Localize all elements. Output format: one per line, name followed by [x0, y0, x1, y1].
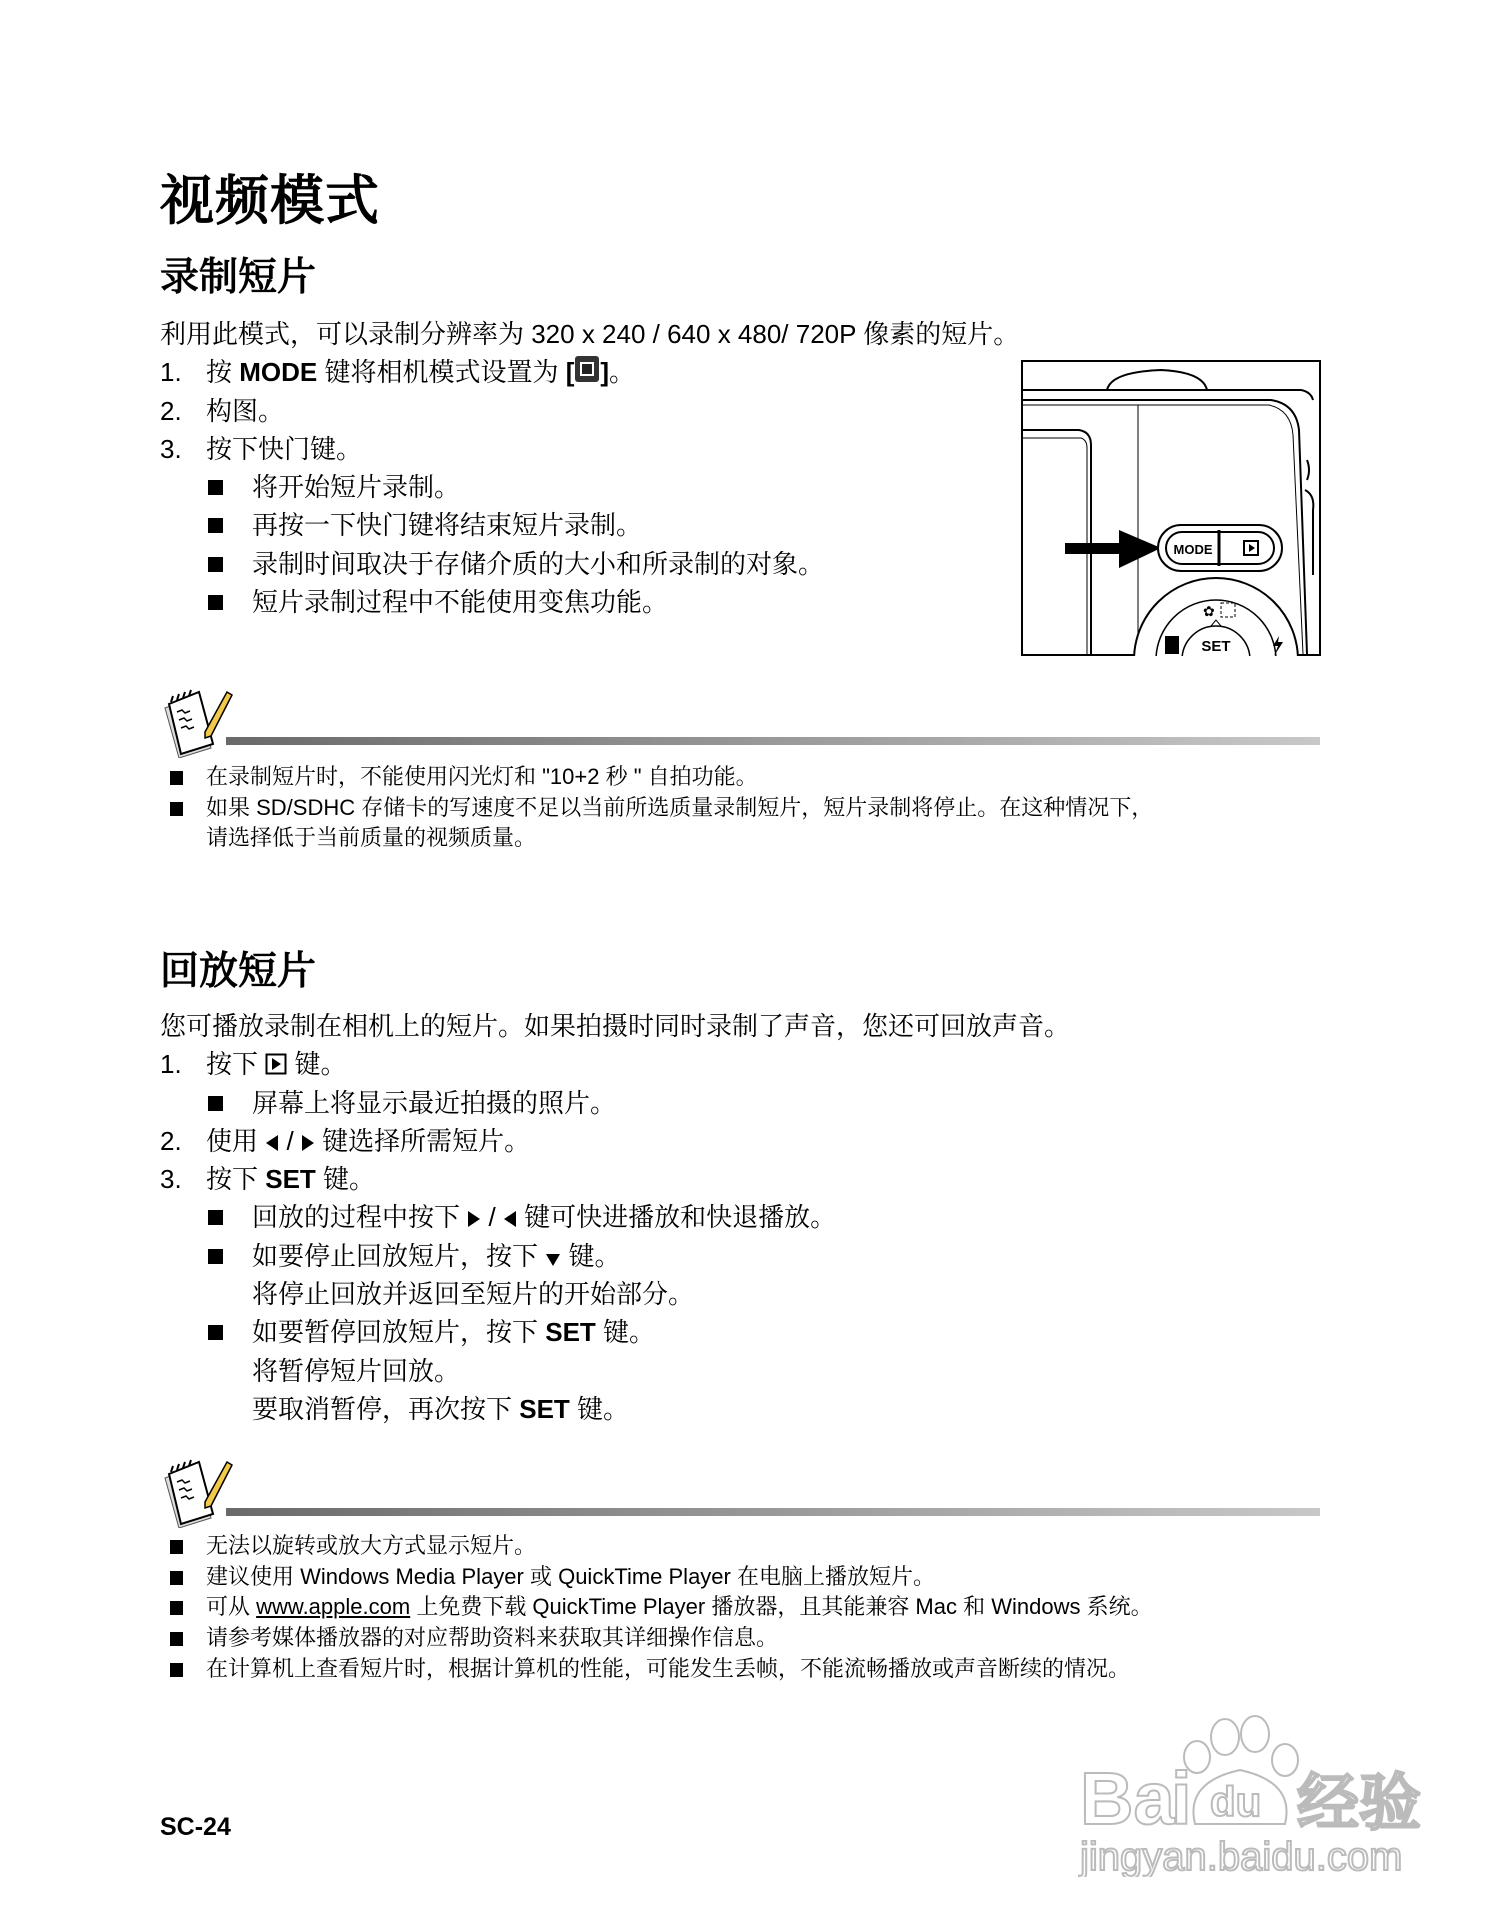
- text-segment: 要取消暂停，再次按下: [252, 1393, 520, 1424]
- key-name: SET: [265, 1164, 316, 1195]
- text-segment: 按下: [206, 1049, 266, 1080]
- step-number: 1.: [160, 1049, 182, 1080]
- line-text: [252, 506, 642, 544]
- text-segment: 将开始短片录制。: [252, 472, 461, 503]
- line-text: [252, 1198, 836, 1238]
- bullet-square-icon: [208, 1249, 223, 1264]
- text-segment: 按下: [206, 1164, 266, 1195]
- left-triangle-icon: [265, 1124, 279, 1162]
- key-name: SET: [519, 1393, 570, 1424]
- note-item: [0, 1654, 1400, 1685]
- text-segment: 将暂停短片回放。: [252, 1355, 461, 1386]
- text-segment: 按下快门键。: [206, 433, 363, 464]
- bullet-square-icon: [170, 802, 183, 816]
- bullet-square-icon: [170, 1663, 183, 1677]
- line-text: [206, 793, 1153, 824]
- text-segment: 键。: [595, 1317, 656, 1348]
- text-segment: 如要停止回放短片，按下: [252, 1240, 546, 1271]
- playback-instructions: [0, 1007, 1400, 1428]
- line-text: [252, 1084, 616, 1122]
- bullet-item: [0, 1198, 1400, 1236]
- baidu-watermark-logo: [1075, 1712, 1425, 1877]
- apple-link[interactable]: www.apple.com: [256, 1594, 411, 1620]
- page-title: 视频模式: [160, 171, 380, 231]
- line-text: [252, 1352, 460, 1390]
- page-number: SC-24: [160, 1813, 231, 1841]
- line-text: [206, 353, 635, 393]
- step-number: 2.: [160, 395, 182, 426]
- line-text: [160, 1007, 1070, 1045]
- text-segment: 将停止回放并返回至短片的开始部分。: [252, 1279, 695, 1310]
- bullet-item: [0, 1084, 1400, 1122]
- line-text: [206, 1623, 778, 1654]
- svg-text:经验: 经验: [1297, 1769, 1422, 1838]
- note-item: [0, 762, 1400, 793]
- line-text: [206, 823, 536, 854]
- key-name: MODE: [239, 357, 318, 388]
- note-item: [0, 1562, 1400, 1593]
- text-segment: 键可快进播放和快退播放。: [516, 1202, 837, 1233]
- text-segment: 键将相机模式设置为: [317, 357, 566, 388]
- text-segment: 请选择低于当前质量的视频质量。: [206, 825, 537, 851]
- svg-text:du: du: [1210, 1778, 1262, 1825]
- bullet-square-icon: [208, 1325, 223, 1340]
- down-triangle-icon: [545, 1239, 561, 1277]
- bullet-item: [0, 1313, 1400, 1351]
- text-segment: 如果 SD/SDHC 存储卡的写速度不足以当前所选质量录制短片，短片录制将停止。在这种情况下，: [206, 794, 1154, 820]
- text-segment: 无法以旋转或放大方式显示短片。: [206, 1533, 537, 1558]
- key-name: ]: [600, 357, 610, 388]
- text-segment: 屏幕上将显示最近拍摄的照片。: [252, 1087, 617, 1118]
- paragraph-line: [0, 315, 1400, 353]
- key-name: SET: [545, 1317, 596, 1348]
- line-text: [252, 1275, 694, 1313]
- text-segment: 键。: [561, 1240, 621, 1271]
- playback-notes: [0, 1531, 1400, 1684]
- text-segment: 您可播放录制在相机上的短片。如果拍摄时同时录制了声音，您还可回放声音。: [160, 1011, 1071, 1041]
- key-name: [: [565, 357, 575, 388]
- text-segment: 建议使用 Windows Media Player 或 QuickTime Player 在电脑上播放短片。: [206, 1563, 935, 1589]
- line-text: [252, 468, 460, 506]
- bullet-square-icon: [208, 518, 223, 533]
- bullet-item: [0, 1237, 1400, 1275]
- bullet-square-icon: [170, 1632, 183, 1646]
- step-number: 1.: [160, 357, 182, 388]
- step-number: 2.: [160, 1125, 182, 1156]
- bullet-square-icon: [208, 1210, 223, 1225]
- numbered-step: [0, 1045, 1400, 1083]
- line-text: [206, 1592, 1153, 1623]
- text-segment: /: [481, 1202, 503, 1233]
- paragraph-line: [0, 1352, 1400, 1390]
- line-text: [252, 1313, 655, 1351]
- line-text: [206, 430, 362, 468]
- svg-text:i: i: [1171, 1757, 1192, 1840]
- step-number: 3.: [160, 1164, 182, 1195]
- text-segment: 在录制短片时，不能使用闪光灯和 "10+2 秒 " 自拍功能。: [206, 764, 758, 789]
- bullet-square-icon: [170, 1571, 183, 1585]
- text-segment: 录制时间取决于存储介质的大小和所录制的对象。: [252, 548, 825, 579]
- line-text: [206, 1045, 346, 1085]
- playback-button-icon: [265, 1047, 287, 1085]
- note-divider: [226, 737, 1320, 745]
- note-item: [0, 1592, 1400, 1623]
- text-segment: 利用此模式，可以录制分辨率为 320 x 240 / 640 x 480/ 720P 像素的短片。: [160, 319, 1020, 349]
- text-segment: 请参考媒体播放器的对应帮助资料来获取其详细操作信息。: [206, 1625, 779, 1651]
- note-item: [0, 793, 1400, 824]
- bullet-square-icon: [208, 480, 223, 495]
- text-segment: 键。: [287, 1049, 347, 1080]
- line-text: [206, 1160, 375, 1198]
- line-text: [206, 392, 284, 430]
- text-segment: 按: [206, 357, 240, 388]
- text-segment: 。: [609, 357, 636, 388]
- camera-set-label: SET: [1201, 638, 1231, 655]
- text-segment: 短片录制过程中不能使用变焦功能。: [252, 587, 669, 618]
- line-text: [206, 1562, 935, 1593]
- line-text: [206, 1531, 536, 1562]
- note-item: [0, 823, 1400, 854]
- text-segment: 使用: [206, 1125, 266, 1156]
- film-mode-icon: [574, 355, 600, 393]
- note-icon: [161, 688, 233, 758]
- text-segment: 上免费下载 QuickTime Player 播放器，且其能兼容 Mac 和 Windows 系统。: [410, 1594, 1153, 1620]
- section-heading-playback: 回放短片: [160, 950, 317, 993]
- camera-mode-label: MODE: [1173, 542, 1213, 557]
- bullet-square-icon: [170, 1540, 183, 1554]
- line-text: [252, 545, 824, 583]
- note-icon: [161, 1458, 233, 1528]
- text-segment: 回放的过程中按下: [252, 1202, 468, 1233]
- line-text: [206, 762, 758, 793]
- note-divider: [226, 1508, 1320, 1516]
- paragraph-line: [0, 1390, 1400, 1428]
- svg-text:Ba: Ba: [1080, 1757, 1175, 1840]
- section-heading-record: 录制短片: [160, 256, 317, 299]
- svg-text:✿: ✿: [1203, 604, 1215, 620]
- bullet-square-icon: [170, 771, 183, 785]
- svg-text:jingyan.baidu.com: jingyan.baidu.com: [1080, 1835, 1403, 1877]
- text-segment: 在计算机上查看短片时，根据计算机的性能，可能发生丢帧，不能流畅播放或声音断续的情况。: [206, 1655, 1131, 1681]
- line-text: [206, 1122, 530, 1162]
- right-triangle-icon: [467, 1200, 481, 1238]
- bullet-square-icon: [170, 1601, 183, 1615]
- right-triangle-icon: [301, 1124, 315, 1162]
- numbered-step: [0, 1122, 1400, 1160]
- text-segment: 再按一下快门键将结束短片录制。: [252, 510, 643, 541]
- text-segment: 如要暂停回放短片，按下: [252, 1317, 546, 1348]
- line-text: [252, 1390, 629, 1428]
- numbered-step: [0, 1160, 1400, 1198]
- step-number: 3.: [160, 433, 182, 464]
- line-text: [206, 1654, 1130, 1685]
- text-segment: 可从: [206, 1594, 257, 1620]
- bullet-square-icon: [208, 1096, 223, 1111]
- camera-back-illustration: [1021, 360, 1321, 656]
- text-segment: 构图。: [206, 395, 285, 426]
- paragraph-line: [0, 1007, 1400, 1045]
- line-text: [252, 583, 668, 621]
- bullet-square-icon: [208, 595, 223, 610]
- note-item: [0, 1623, 1400, 1654]
- text-segment: /: [279, 1125, 301, 1156]
- line-text: [160, 315, 1019, 353]
- line-text: [252, 1237, 620, 1277]
- text-segment: 键选择所需短片。: [314, 1125, 531, 1156]
- record-notes: [0, 762, 1400, 854]
- paragraph-line: [0, 1275, 1400, 1313]
- text-segment: 键。: [569, 1393, 630, 1424]
- bullet-square-icon: [208, 557, 223, 572]
- text-segment: 键。: [315, 1164, 376, 1195]
- note-item: [0, 1531, 1400, 1562]
- left-triangle-icon: [503, 1200, 517, 1238]
